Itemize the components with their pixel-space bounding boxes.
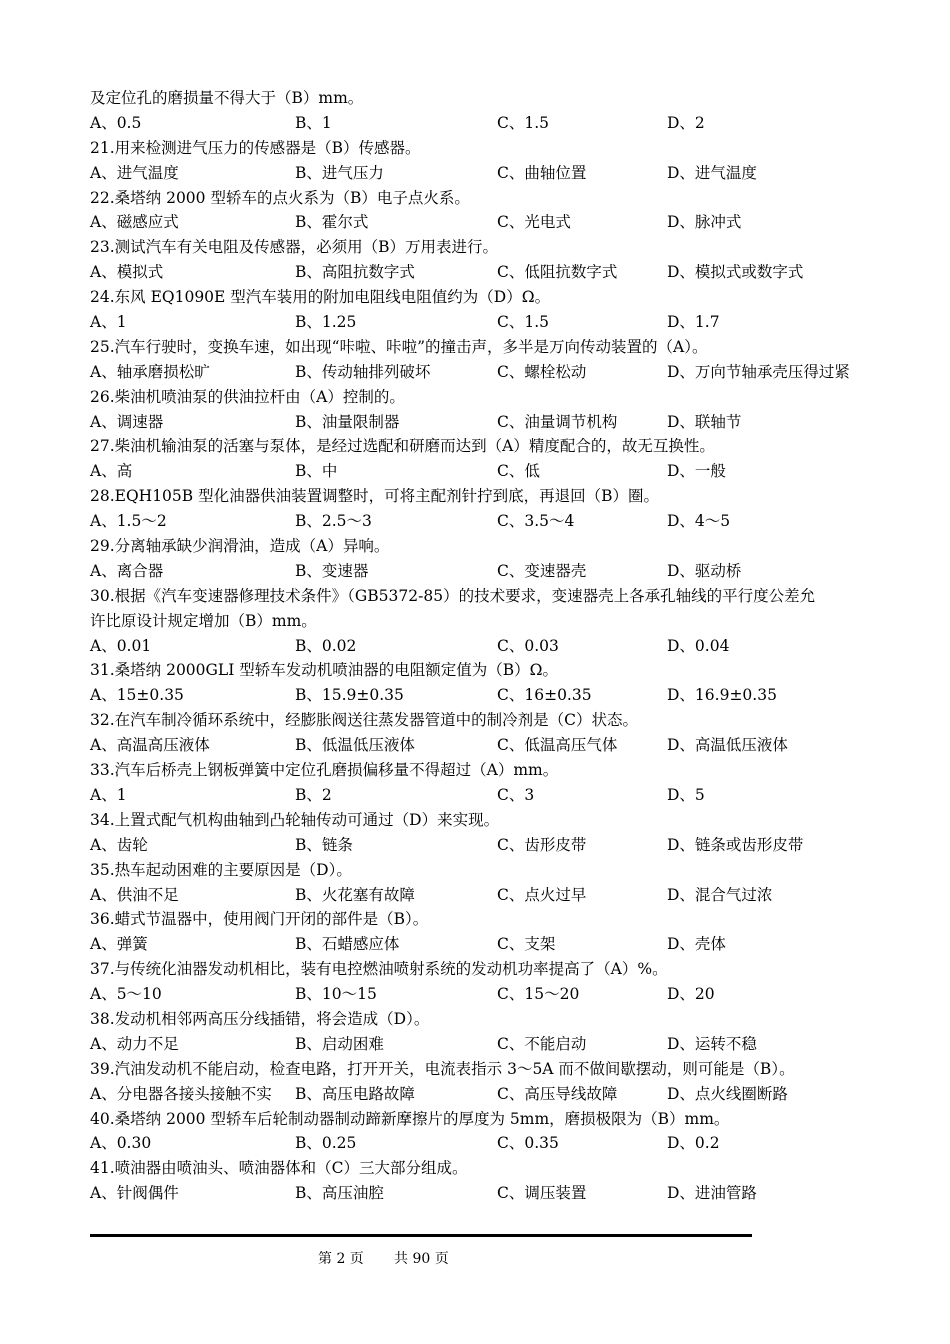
- option-c: C、点火过早: [497, 885, 587, 904]
- question-stem: 27.柴油机输油泵的活塞与泵体，是经过选配和研磨而达到（A）精度配合的，故无互换性。: [90, 437, 715, 456]
- question-stem: 35.热车起动困难的主要原因是（D）。: [90, 860, 352, 879]
- option-b: B、15.9±0.35: [295, 686, 404, 705]
- option-a: A、齿轮: [90, 835, 148, 854]
- option-a: A、高温高压液体: [90, 736, 210, 755]
- option-d: D、一般: [667, 462, 726, 481]
- option-c: C、0.35: [497, 1134, 559, 1153]
- option-c: C、低温高压气体: [497, 736, 618, 755]
- option-c: C、高压导线故障: [497, 1084, 618, 1103]
- option-c: C、0.03: [497, 636, 559, 655]
- answer-options: [90, 559, 870, 584]
- answer-options: [90, 1181, 870, 1206]
- option-c: C、支架: [497, 935, 556, 954]
- option-b: B、1: [295, 113, 332, 132]
- answer-options: [90, 1131, 870, 1156]
- option-b: B、低温低压液体: [295, 736, 415, 755]
- answer-options: [90, 410, 870, 435]
- option-c: C、不能启动: [497, 1034, 587, 1053]
- option-a: A、0.5: [90, 113, 142, 132]
- question-list: [90, 86, 870, 1206]
- option-c: C、1.5: [497, 313, 550, 332]
- option-d: D、4～5: [667, 512, 731, 531]
- option-c: C、螺栓松动: [497, 362, 587, 381]
- option-b: B、高阻抗数字式: [295, 263, 415, 282]
- question-stem: 39.汽油发动机不能启动，检查电路，打开开关，电流表指示 3～5A 而不做间歇摆动，则可能是（B）。: [90, 1059, 795, 1078]
- option-a: A、离合器: [90, 561, 164, 580]
- option-a: A、0.30: [90, 1134, 152, 1153]
- option-d: D、运转不稳: [667, 1034, 757, 1053]
- answer-options: [90, 210, 870, 235]
- question-stem: 21.用来检测进气压力的传感器是（B）传感器。: [90, 138, 421, 157]
- option-d: D、点火线圈断路: [667, 1084, 788, 1103]
- option-a: A、高: [90, 462, 133, 481]
- option-d: D、16.9±0.35: [667, 686, 777, 705]
- option-b: B、变速器: [295, 561, 369, 580]
- answer-options: [90, 883, 870, 908]
- question-stem: 28.EQH105B 型化油器供油装置调整时，可将主配剂针拧到底，再退回（B）圈。: [90, 487, 659, 506]
- option-c: C、调压装置: [497, 1184, 587, 1203]
- question-stem: 25.汽车行驶时，变换车速，如出现“咔啦、咔啦”的撞击声，多半是万向传动装置的（A）。: [90, 337, 708, 356]
- option-a: A、弹簧: [90, 935, 148, 954]
- option-d: D、脉冲式: [667, 213, 742, 232]
- option-b: B、传动轴排列破坏: [295, 362, 431, 381]
- option-d: D、进气温度: [667, 163, 757, 182]
- option-a: A、调速器: [90, 412, 164, 431]
- option-d: D、20: [667, 985, 715, 1004]
- option-a: A、轴承磨损松旷: [90, 362, 210, 381]
- option-d: D、驱动桥: [667, 561, 742, 580]
- answer-options: [90, 111, 870, 136]
- option-a: A、动力不足: [90, 1034, 179, 1053]
- answer-options: [90, 982, 870, 1007]
- answer-options: [90, 634, 870, 659]
- option-a: A、针阀偶件: [90, 1184, 179, 1203]
- answer-options: [90, 310, 870, 335]
- option-c: C、3.5～4: [497, 512, 575, 531]
- option-b: B、高压油腔: [295, 1184, 384, 1203]
- option-b: B、链条: [295, 835, 353, 854]
- answer-options: [90, 1082, 870, 1107]
- answer-options: [90, 833, 870, 858]
- option-a: A、模拟式: [90, 263, 164, 282]
- question-stem: 许比原设计规定增加（B）mm。: [90, 611, 317, 630]
- option-b: B、中: [295, 462, 338, 481]
- option-d: D、1.7: [667, 313, 720, 332]
- option-a: A、1: [90, 785, 127, 804]
- option-d: D、万向节轴承壳压得过紧: [667, 362, 850, 381]
- questions: [90, 136, 870, 1206]
- option-c: C、光电式: [497, 213, 571, 232]
- option-d: D、进油管路: [667, 1184, 757, 1203]
- option-c: C、15～20: [497, 985, 580, 1004]
- question-stem: 41.喷油器由喷油头、喷油器体和（C）三大部分组成。: [90, 1159, 468, 1178]
- answer-options: [90, 1032, 870, 1057]
- option-a: A、供油不足: [90, 885, 179, 904]
- answer-options: [90, 932, 870, 957]
- question-stem: 24.东风 EQ1090E 型汽车装用的附加电阻线电阻值约为（D）Ω。: [90, 288, 551, 307]
- option-d: D、0.04: [667, 636, 730, 655]
- question-stem: 37.与传统化油器发动机相比，装有电控燃油喷射系统的发动机功率提高了（A）%。: [90, 960, 668, 979]
- question-stem: 31.桑塔纳 2000GLI 型轿车发动机喷油器的电阻额定值为（B）Ω。: [90, 661, 558, 680]
- question-stem: 30.根据《汽车变速器修理技术条件》（GB5372-85）的技术要求，变速器壳上各承孔轴线的平行度公差允: [90, 586, 816, 605]
- question-stem: 38.发动机相邻两高压分线插错，将会造成（D）。: [90, 1009, 430, 1028]
- option-d: D、壳体: [667, 935, 726, 954]
- option-a: A、1: [90, 313, 127, 332]
- option-c: C、低阻抗数字式: [497, 263, 618, 282]
- option-a: A、15±0.35: [90, 686, 184, 705]
- option-a: A、分电器各接头接触不实: [90, 1084, 272, 1103]
- question-stem: 33.汽车后桥壳上钢板弹簧中定位孔磨损偏移量不得超过（A）mm。: [90, 761, 559, 780]
- option-d: D、0.2: [667, 1134, 720, 1153]
- option-c: C、变速器壳: [497, 561, 587, 580]
- answer-options: [90, 161, 870, 186]
- option-c: C、齿形皮带: [497, 835, 587, 854]
- question-stem: 36.蜡式节温器中，使用阀门开闭的部件是（B）。: [90, 910, 429, 929]
- option-b: B、启动困难: [295, 1034, 384, 1053]
- answer-options: [90, 260, 870, 285]
- option-b: B、石蜡感应体: [295, 935, 400, 954]
- question-stem: 40.桑塔纳 2000 型轿车后轮制动器制动蹄新摩擦片的厚度为 5mm，磨损极限为（B）mm。: [90, 1109, 730, 1128]
- option-c: C、曲轴位置: [497, 163, 587, 182]
- option-b: B、2.5～3: [295, 512, 372, 531]
- option-a: A、5～10: [90, 985, 162, 1004]
- option-c: C、16±0.35: [497, 686, 592, 705]
- option-a: A、进气温度: [90, 163, 179, 182]
- option-b: B、1.25: [295, 313, 357, 332]
- option-d: D、高温低压液体: [667, 736, 788, 755]
- question-stem: 34.上置式配气机构曲轴到凸轮轴传动可通过（D）来实现。: [90, 810, 500, 829]
- option-d: D、2: [667, 113, 705, 132]
- option-d: D、混合气过浓: [667, 885, 773, 904]
- answer-options: [90, 459, 870, 484]
- option-b: B、10～15: [295, 985, 377, 1004]
- question-stem: 29.分离轴承缺少润滑油，造成（A）异响。: [90, 537, 390, 556]
- answer-options: [90, 360, 870, 385]
- question-stem: 22.桑塔纳 2000 型轿车的点火系为（B）电子点火系。: [90, 188, 470, 207]
- answer-options: [90, 509, 870, 534]
- option-d: D、链条或齿形皮带: [667, 835, 804, 854]
- footer-divider: [90, 1234, 752, 1237]
- option-c: C、低: [497, 462, 540, 481]
- question-stem: 23.测试汽车有关电阻及传感器，必须用（B）万用表进行。: [90, 238, 499, 257]
- answer-options: [90, 783, 870, 808]
- option-b: B、霍尔式: [295, 213, 369, 232]
- page-total: 共 90 页: [394, 1251, 449, 1267]
- answer-options: [90, 683, 870, 708]
- option-b: B、进气压力: [295, 163, 384, 182]
- option-b: B、高压电路故障: [295, 1084, 415, 1103]
- option-b: B、火花塞有故障: [295, 885, 415, 904]
- option-d: D、模拟式或数字式: [667, 263, 804, 282]
- option-d: D、联轴节: [667, 412, 742, 431]
- option-d: D、5: [667, 785, 705, 804]
- option-a: A、磁感应式: [90, 213, 179, 232]
- page-number: 第 2 页: [318, 1251, 364, 1267]
- option-b: B、油量限制器: [295, 412, 400, 431]
- option-b: B、0.02: [295, 636, 357, 655]
- question-stem: 及定位孔的磨损量不得大于（B）mm。: [90, 89, 364, 107]
- option-b: B、0.25: [295, 1134, 357, 1153]
- question-stem: 32.在汽车制冷循环系统中，经膨胀阀送往蒸发器管道中的制冷剂是（C）状态。: [90, 711, 639, 730]
- answer-options: [90, 733, 870, 758]
- question-stem: 26.柴油机喷油泵的供油拉杆由（A）控制的。: [90, 387, 405, 406]
- option-a: A、1.5～2: [90, 512, 167, 531]
- option-c: C、油量调节机构: [497, 412, 618, 431]
- option-c: C、1.5: [497, 113, 550, 132]
- option-c: C、3: [497, 785, 535, 804]
- option-b: B、2: [295, 785, 332, 804]
- option-a: A、0.01: [90, 636, 152, 655]
